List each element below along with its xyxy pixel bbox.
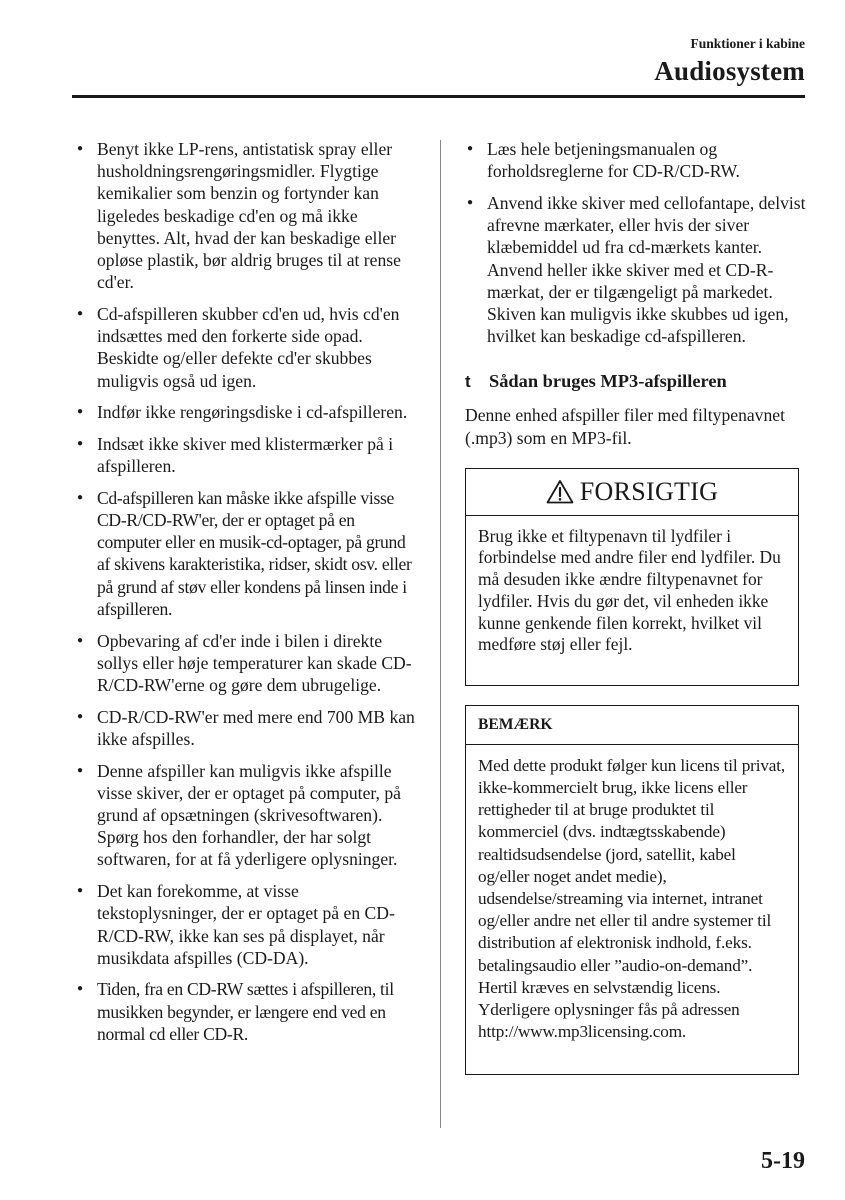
list-item: ● Benyt ikke LP-rens, antistatisk spray eller husholdningsrengøringsmidler. Flygtige kemikalier som benzin og fortynder kan ligeledes beskadige cd'en og må ikke benyttes. Alt, hvad der kan beskadige eller opløse plastik, bør aldrig bruges til at rense cd'er.	[75, 138, 420, 293]
list-item: ● Cd-afspilleren kan måske ikke afspille visse CD-R/CD-RW'er, der er optaget på en computer eller en musik-cd-optager, på grund af skivens karakteristika, ridser, skidt osv. eller på grund af støv eller kondens på linsen inde i afspilleren.	[75, 487, 420, 620]
list-item: ● Cd-afspilleren skubber cd'en ud, hvis cd'en indsættes med den forkerte side opad. Beskidte og/eller defekte cd'er skubbes muligvis også ud igen.	[75, 303, 420, 392]
list-item: ● Opbevaring af cd'er inde i bilen i direkte sollys eller høje temperaturer kan skade CD-R/CD-RW'erne og gøre dem ubrugelige.	[75, 630, 420, 697]
section-heading	[465, 369, 807, 394]
list-item: ● Det kan forekomme, at visse tekstoplysninger, der er optaget på en CD-R/CD-RW, ikke kan ses på displayet, når musikdata afspilles (CD-DA).	[75, 880, 420, 969]
caution-text: Brug ikke et filtypenavn til lydfiler i forbindelse med andre filer end lydfiler. Du må desuden ikke ændre filtypenavnet for lydfiler. Hvis du gør det, vil enheden ikke kunne genkende filen korrekt, hvilket vil medføre støj eller fejl.	[478, 525, 781, 655]
page-number: 5-19	[761, 1148, 805, 1174]
section-marker: t	[465, 372, 471, 392]
list-item: ● Denne afspiller kan muligvis ikke afspille visse skiver, der er optaget på computer, på grund af opsætningen (skrivesoftwaren). Spørg hos den forhandler, der har solgt softwaren, for at få yderligere oplysninger.	[75, 760, 420, 871]
list-item: ● CD-R/CD-RW'er med mere end 700 MB kan ikke afspilles.	[75, 706, 420, 750]
page-title: Audiosystem	[654, 56, 805, 86]
note-text: Med dette produkt følger kun licens til privat, ikke-kommercielt brug, ikke licens eller rettigheder til at bruge produktet til kommerciel (dvs. indtægtsskabende) realtidsudsendelse (jord, satellit, kabel og/eller noget andet medie), udsendelse/streaming via internet, intranet og/eller andre net eller til andre systemer til distribution af elektronisk indhold, f.eks. betalingsaudio eller ”audio-on-demand”. Hertil kræves en selvstændig licens. Yderligere oplysninger fås på adressen http://www.mp3licensing.com.	[478, 755, 786, 1042]
caution-title: FORSIGTIG	[579, 476, 719, 506]
right-column	[465, 138, 807, 1075]
list-item: ● Indsæt ikke skiver med klistermærker på i afspilleren.	[75, 433, 420, 477]
header-rule	[72, 95, 805, 98]
left-bullet-list	[75, 138, 420, 1045]
section-heading-text: Sådan bruges MP3-afspilleren	[489, 371, 727, 392]
caution-box	[465, 468, 799, 686]
list-item: ● Tiden, fra en CD-RW sættes i afspilleren, til musikken begynder, er længere end ved en normal cd eller CD-R.	[75, 978, 420, 1045]
header-section-label: Funktioner i kabine	[690, 36, 805, 51]
right-bullet-list	[465, 138, 807, 347]
intro-paragraph: Denne enhed afspiller filer med filtypenavnet (.mp3) som en MP3-fil.	[465, 405, 785, 448]
list-item: ● Indfør ikke rengøringsdiske i cd-afspilleren.	[75, 401, 420, 423]
note-box	[465, 705, 799, 1075]
list-item: ● Læs hele betjeningsmanualen og forholdsreglerne for CD-R/CD-RW.	[465, 138, 807, 182]
note-title: BEMÆRK	[466, 706, 798, 745]
column-divider	[440, 140, 441, 1128]
list-item: ● Anvend ikke skiver med cellofantape, delvist afrevne mærkater, eller hvis der siver klæbemiddel ud fra cd-mærkets kanter. Anvend heller ikke skiver med et CD-R-mærkat, der er tilgængeligt på markedet. Skiven kan muligvis ikke skubbes ud igen, hvilket kan beskadige cd-afspilleren.	[465, 192, 807, 347]
warning-triangle-icon	[546, 479, 574, 504]
caution-header	[466, 469, 798, 516]
left-column	[75, 138, 420, 1055]
